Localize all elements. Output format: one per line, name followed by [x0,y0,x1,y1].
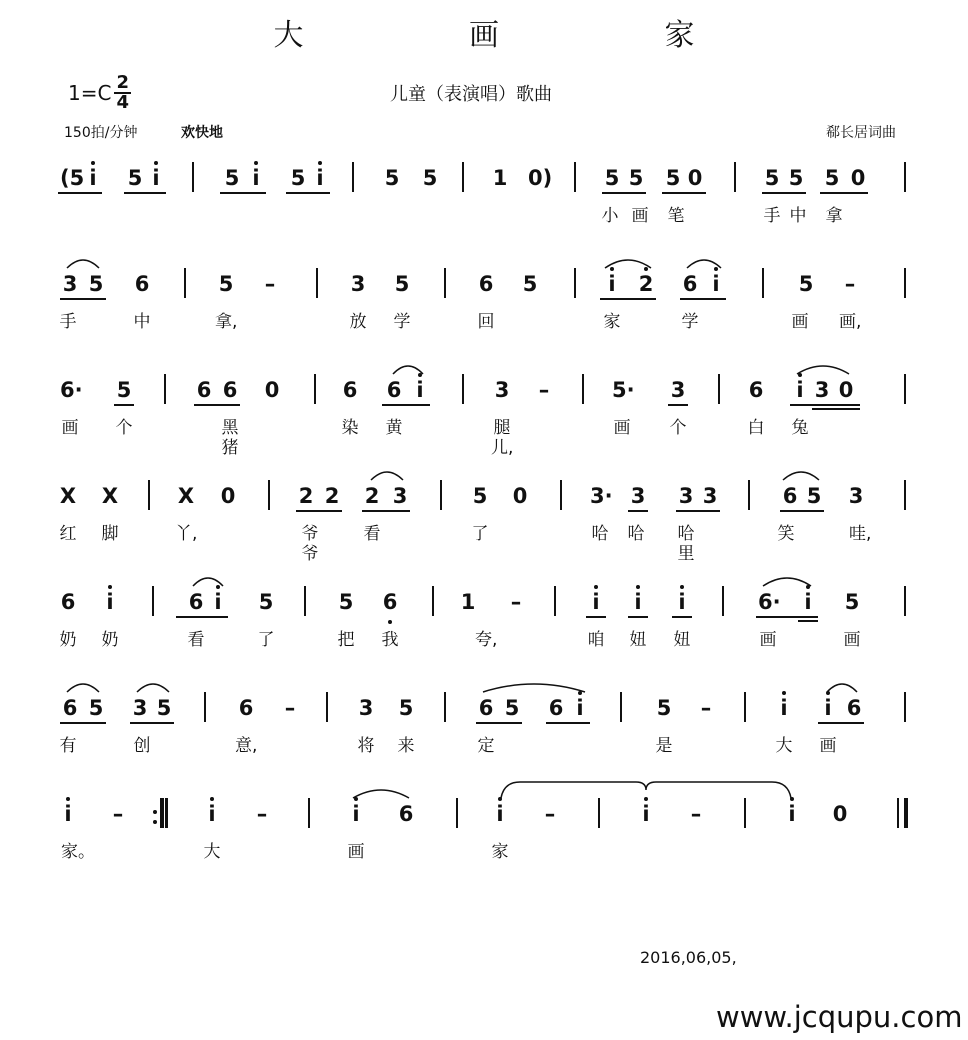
lyric-syllable: 创 [133,736,151,756]
octave-dot-high [91,161,95,165]
lyric-syllable: 是 [655,736,673,756]
note: (5 [60,166,85,190]
note: X [177,484,195,508]
note: 5 [218,272,234,296]
lyric-syllable: 腿儿, [491,418,514,458]
lyric-syllable: 笑 [777,524,795,544]
barline [326,692,328,722]
note: – [112,802,124,826]
lyric-syllable: 家。 [61,842,95,862]
tempo-marking: 150拍/分钟 [64,125,138,141]
lyric-syllable: 家 [491,842,509,862]
lyric-syllable: 大 [203,842,221,862]
barline [352,162,354,192]
lyric-syllable: 画 [819,736,837,756]
lyric-syllable: 哈里 [677,524,695,564]
time-signature [114,74,131,112]
duration-underline [602,192,646,194]
note: i [642,802,650,826]
note: i [214,590,222,614]
duration-underline [124,192,166,194]
duration-underline [628,510,648,512]
barline [574,268,576,298]
lyric-syllable: 夸, [475,630,498,650]
repeat-dot [153,810,157,814]
barline [574,162,576,192]
lyric-syllable: 奶 [101,630,119,650]
slur [192,574,224,588]
duration-underline [790,404,860,406]
lyric-syllable: 学 [681,312,699,332]
note: 3· [590,484,613,508]
duration-underline [756,616,818,618]
expression-marking: 欢快地 [181,125,223,141]
lyric-syllable: 个 [115,418,133,438]
note: i [608,272,616,296]
duration-underline [818,722,864,724]
duration-underline [798,620,818,622]
note: 5 [665,166,681,190]
duration-underline [362,510,410,512]
barline [432,586,434,616]
note: i [252,166,260,190]
note: 5 [824,166,840,190]
note: – [700,696,712,720]
note: 6· [60,378,83,402]
slur [392,362,424,376]
note: 5 [88,272,104,296]
lyric-syllable: 爷爷 [301,524,319,564]
barline [734,162,736,192]
duration-underline [780,510,824,512]
lyric-syllable: 笔 [667,206,685,226]
lyric-syllable: 家 [603,312,621,332]
duration-underline [676,510,720,512]
tie-arc [500,780,792,800]
note: 5 [156,696,172,720]
duration-underline [476,722,522,724]
note: 0 [838,378,854,402]
lyric-syllable: 把 [337,630,355,650]
octave-dot-high [594,585,598,589]
barline [718,374,720,404]
note: 5 [806,484,822,508]
note: i [316,166,324,190]
lyric-syllable: 小 [601,206,619,226]
note: 6 [748,378,764,402]
duration-underline [672,616,692,618]
barline [904,586,906,616]
barline [314,374,316,404]
barline [904,480,906,510]
barline [748,480,750,510]
note: i [496,802,504,826]
barline [444,268,446,298]
note: 6 [386,378,402,402]
barline [268,480,270,510]
lyric-syllable: 黑猪 [221,418,239,458]
lyric-syllable: 染 [341,418,359,438]
note: 5 [258,590,274,614]
note: 6 [548,696,564,720]
repeat-barline [165,798,168,828]
note: i [788,802,796,826]
note: 5 [798,272,814,296]
lyric-syllable: 将 [357,736,375,756]
slur [826,680,858,694]
slur [686,256,722,270]
note: 5 [628,166,644,190]
octave-dot-high [782,691,786,695]
lyric-syllable: 妞 [629,630,647,650]
note: i [678,590,686,614]
octave-dot-low [388,620,392,624]
note: 5 [384,166,400,190]
lyric-syllable: 手 [59,312,77,332]
lyric-syllable: 画 [613,418,631,438]
octave-dot-high [318,161,322,165]
note: 5 [472,484,488,508]
lyric-syllable: 画 [61,418,79,438]
note: 5 [88,696,104,720]
song-title: 大 画 家 [273,18,773,53]
note: 5 [338,590,354,614]
barline [308,798,310,828]
slur [66,256,100,270]
duration-underline [762,192,806,194]
lyric-syllable: 拿 [825,206,843,226]
note: 3 [132,696,148,720]
duration-underline [114,404,134,406]
duration-underline [812,408,860,410]
slur [762,574,812,588]
barline [152,586,154,616]
note: 0 [220,484,236,508]
barline [582,374,584,404]
note: 5 [844,590,860,614]
lyric-syllable: 白 [747,418,765,438]
note: 3 [702,484,718,508]
note: 1 [460,590,476,614]
duration-underline [546,722,590,724]
barline [162,798,164,828]
note: i [152,166,160,190]
note: i [208,802,216,826]
note: i [804,590,812,614]
barline [184,268,186,298]
lyric-syllable: 画 [843,630,861,650]
lyric-syllable: 妞 [673,630,691,650]
note: i [416,378,424,402]
note: 3 [848,484,864,508]
note: X [101,484,119,508]
lyric-syllable: 画 [791,312,809,332]
note: 5· [612,378,635,402]
note: i [576,696,584,720]
repeat-dot [153,820,157,824]
barline [164,374,166,404]
barline [148,480,150,510]
note: 5 [604,166,620,190]
note: i [796,378,804,402]
note: 3 [630,484,646,508]
note: 6 [222,378,238,402]
note: i [64,802,72,826]
song-subtitle: 儿童（表演唱）歌曲 [390,84,552,105]
duration-underline [194,404,240,406]
note: i [712,272,720,296]
duration-underline [60,298,106,300]
barline [316,268,318,298]
lyric-syllable: 脚 [101,524,119,544]
lyric-syllable: 兔 [791,418,809,438]
barline [192,162,194,192]
note: i [780,696,788,720]
lyric-syllable: 有 [59,736,77,756]
note: i [634,590,642,614]
note: 3 [350,272,366,296]
note: 3 [392,484,408,508]
note: – [284,696,296,720]
lyric-syllable: 画, [839,312,862,332]
lyric-syllable: 看 [187,630,205,650]
lyric-syllable: 看 [363,524,381,544]
note: 6 [478,272,494,296]
barline [762,268,764,298]
note: 3 [494,378,510,402]
lyric-syllable: 画 [631,206,649,226]
octave-dot-high [210,797,214,801]
barline [440,480,442,510]
note: 6 [382,590,398,614]
note: 5 [398,696,414,720]
barline [598,798,600,828]
lyric-syllable: 来 [397,736,415,756]
duration-underline [628,616,648,618]
octave-dot-high [108,585,112,589]
note: 6 [846,696,862,720]
barline [554,586,556,616]
note: i [824,696,832,720]
slur [604,256,652,270]
note: 2 [638,272,654,296]
repeat-barline [160,798,162,828]
note: 3 [678,484,694,508]
octave-dot-high [154,161,158,165]
lyric-syllable: 定 [477,736,495,756]
duration-underline [600,298,656,300]
note: 0) [528,166,553,190]
note: i [89,166,97,190]
barline [904,268,906,298]
note: i [592,590,600,614]
lyric-syllable: 意, [235,736,258,756]
lyric-syllable: 画 [759,630,777,650]
note: 0 [512,484,528,508]
note: 2 [364,484,380,508]
octave-dot-high [66,797,70,801]
lyric-syllable: 黄 [385,418,403,438]
slur [66,680,100,694]
duration-underline [286,192,330,194]
note: – [264,272,276,296]
slur [796,362,850,376]
lyric-syllable: 画 [347,842,365,862]
octave-dot-high [680,585,684,589]
duration-underline [58,192,102,194]
barline [560,480,562,510]
note: 6 [134,272,150,296]
lyric-syllable: 丫, [175,524,198,544]
lyric-syllable: 了 [257,630,275,650]
note: 6 [398,802,414,826]
lyric-syllable: 我 [381,630,399,650]
duration-underline [296,510,342,512]
lyric-syllable: 中 [133,312,151,332]
duration-underline [586,616,606,618]
lyric-syllable: 拿, [215,312,238,332]
note: 5 [656,696,672,720]
note: 3 [358,696,374,720]
octave-dot-high [636,585,640,589]
lyric-syllable: 咱 [587,630,605,650]
lyric-syllable: 个 [669,418,687,438]
note: 5 [394,272,410,296]
duration-underline [662,192,706,194]
slur [352,786,410,800]
note: 3 [62,272,78,296]
date-stamp: 2016,06,05, [640,948,737,967]
note: i [352,802,360,826]
duration-underline [820,192,868,194]
barline [744,692,746,722]
time-denominator: 4 [116,92,129,113]
note: 5 [290,166,306,190]
lyric-syllable: 奶 [59,630,77,650]
note: 5 [127,166,143,190]
lyric-syllable: 哈 [591,524,609,544]
note: 0 [850,166,866,190]
slur [782,468,820,482]
barline [904,162,906,192]
note: – [544,802,556,826]
note: 6 [196,378,212,402]
duration-underline [668,404,688,406]
note: 6· [758,590,781,614]
note: 3 [670,378,686,402]
key-signature [68,74,131,112]
lyric-syllable: 哈 [627,524,645,544]
note: 6 [682,272,698,296]
barline [620,692,622,722]
note: 6 [478,696,494,720]
duration-underline [220,192,266,194]
barline [204,692,206,722]
note: 2 [324,484,340,508]
duration-underline [680,298,726,300]
note: 6 [188,590,204,614]
duration-underline [176,616,228,618]
note: 5 [522,272,538,296]
note: – [538,378,550,402]
note: 6 [60,590,76,614]
note: 5 [504,696,520,720]
note: 3 [814,378,830,402]
duration-underline [60,722,106,724]
barline [722,586,724,616]
note: 0 [832,802,848,826]
note: 6 [238,696,254,720]
note: – [844,272,856,296]
note: – [510,590,522,614]
lyric-syllable: 了 [471,524,489,544]
note: 0 [264,378,280,402]
lyric-syllable: 哇, [849,524,872,544]
duration-underline [382,404,430,406]
note: 2 [298,484,314,508]
barline [462,162,464,192]
octave-dot-high [254,161,258,165]
site-watermark: www.jcqupu.com [716,1000,963,1034]
note: 5 [764,166,780,190]
slur [370,468,404,482]
duration-underline [130,722,174,724]
lyric-syllable: 中 [789,206,807,226]
note: – [256,802,268,826]
barline [462,374,464,404]
barline [444,692,446,722]
barline [904,692,906,722]
note: X [59,484,77,508]
final-barline [897,798,899,828]
barline [904,374,906,404]
note: – [690,802,702,826]
slur [136,680,170,694]
lyric-syllable: 学 [393,312,411,332]
note: 5 [788,166,804,190]
time-numerator: 2 [116,72,129,93]
note: 0 [687,166,703,190]
lyric-syllable: 手 [763,206,781,226]
barline [744,798,746,828]
lyric-syllable: 大 [775,736,793,756]
note: 6 [342,378,358,402]
note: i [106,590,114,614]
note: 5 [224,166,240,190]
note: 1 [492,166,508,190]
key-label: 1=C [68,81,112,105]
note: 5 [422,166,438,190]
note: 5 [116,378,132,402]
barline [304,586,306,616]
lyric-syllable: 红 [59,524,77,544]
note: 6 [782,484,798,508]
barline [904,798,908,828]
slur [482,680,586,694]
author-credit: 郗长居词曲 [826,125,896,141]
lyric-syllable: 回 [477,312,495,332]
note: 6 [62,696,78,720]
lyric-syllable: 放 [349,312,367,332]
barline [456,798,458,828]
